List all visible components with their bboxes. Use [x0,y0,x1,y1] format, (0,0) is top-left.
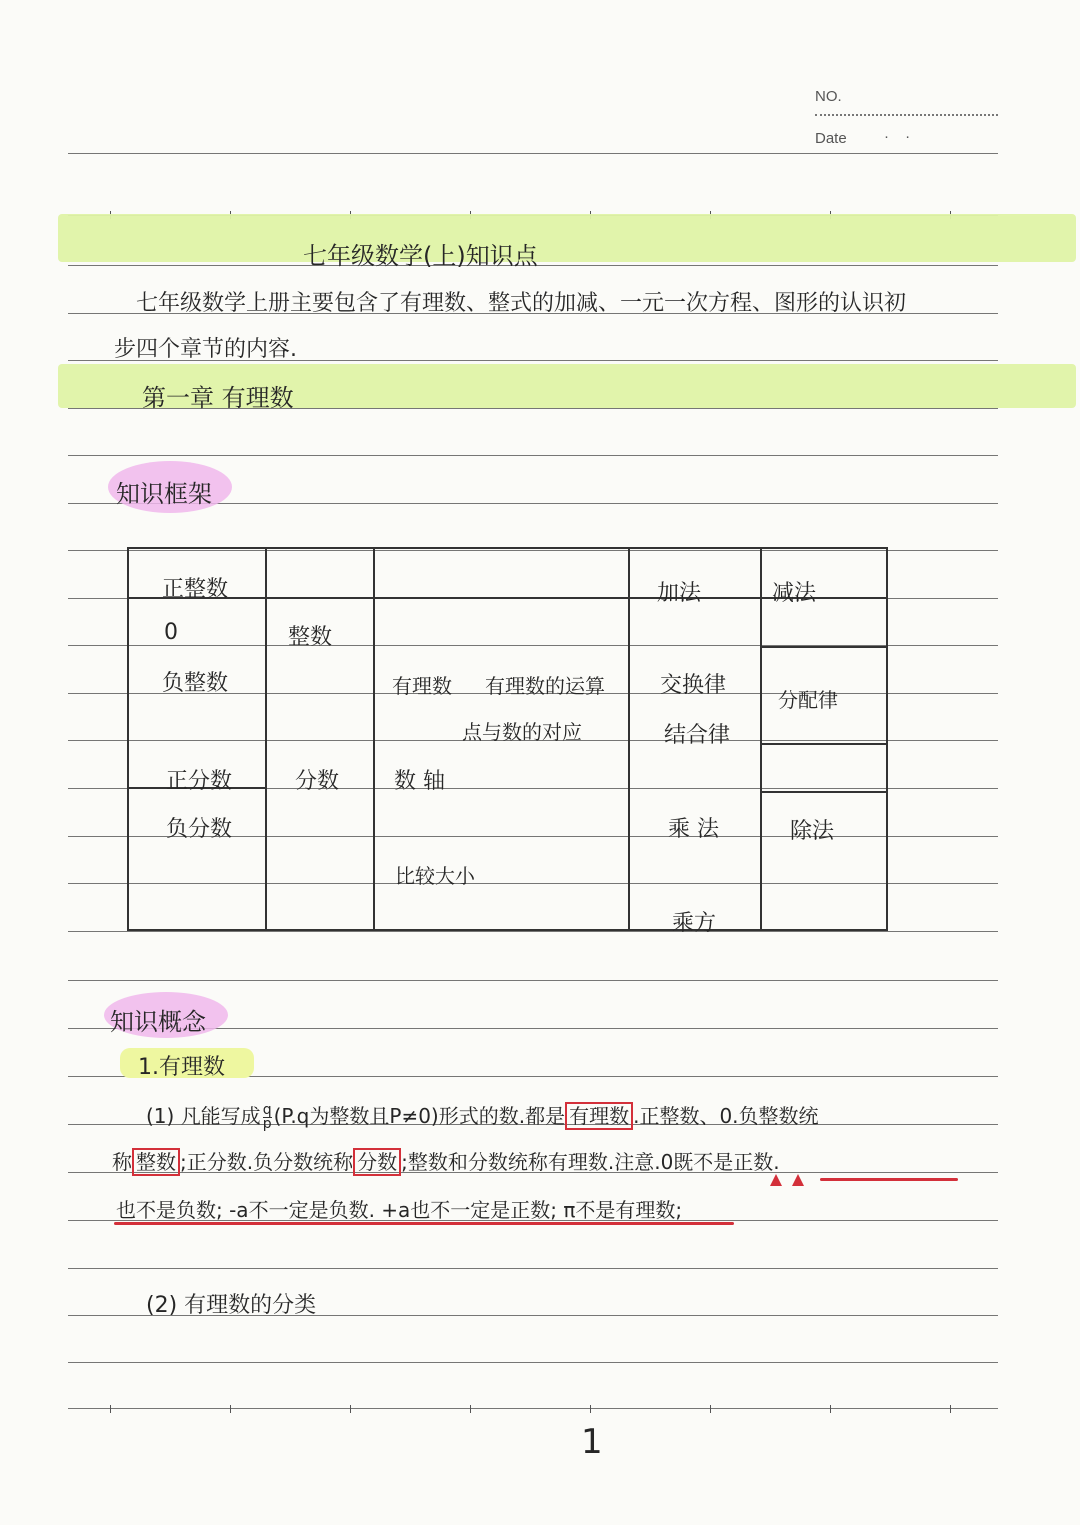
rule-line [68,980,998,981]
date-dots: · · [884,128,917,145]
para-text: (P.q为整数且P≠0)形式的数.都是 [273,1104,566,1128]
cell-addition: 加法 [657,581,702,606]
cell-negative-integer: 负整数 [162,671,229,696]
cell-number-axis: 数 轴 [394,769,445,794]
cell-negative-fraction: 负分数 [166,817,233,842]
rule-line [68,455,998,456]
cell-rational-operations: 有理数的运算 [485,674,605,698]
paragraph-line-3: 也不是负数; -a不一定是负数. +a也不一定是正数; π不是有理数; [116,1198,683,1222]
cell-power: 乘方 [672,911,717,936]
note-emphasis: 0既不是正数. [660,1150,780,1174]
boxed-term-integer: 整数 [132,1148,180,1176]
cell-zero: 0 [164,620,178,645]
cell-positive-fraction: 正分数 [166,769,233,794]
rule-line [68,153,998,154]
intro-line-2: 步四个章节的内容. [114,337,297,362]
cell-distributive-law: 分配律 [778,688,838,712]
intro-line-1: 七年级数学上册主要包含了有理数、整式的加减、一元一次方程、图形的认识初 [136,291,907,316]
cell-subtraction: 减法 [772,581,817,606]
red-underline [820,1178,958,1181]
chapter-heading: 第一章 有理数 [142,384,294,412]
no-label: NO. [815,88,842,105]
cell-associative-law: 结合律 [664,723,731,748]
boxed-term-fraction: 分数 [353,1148,401,1176]
note-label: 注意. [614,1150,661,1174]
subsection-classification: (2) 有理数的分类 [146,1293,317,1318]
boxed-term-rational: 有理数 [565,1102,633,1130]
page-title: 七年级数学(上)知识点 [303,242,538,270]
no-dotline [815,114,998,116]
rule-line [68,931,998,932]
subsection-rational-numbers: 1.有理数 [138,1055,225,1080]
cell-fraction: 分数 [295,769,340,794]
red-triangle-marker [792,1174,804,1186]
paragraph-line-2: 称 整数 ;正分数.负分数统称 分数 ;整数和分数统称有理数.注意.0既不是正数. [112,1150,780,1174]
cell-commutative-law: 交换律 [660,673,727,698]
date-label: Date [815,130,847,147]
cell-positive-integer: 正整数 [162,577,229,602]
red-triangle-marker [770,1174,782,1186]
cell-compare-size: 比较大小 [395,864,475,888]
section-concepts: 知识概念 [110,1008,206,1036]
section-framework: 知识框架 [116,480,212,508]
cell-rational-number: 有理数 [392,674,452,698]
cell-integer: 整数 [288,625,333,650]
cell-point-number-correspondence: 点与数的对应 [462,720,582,744]
cell-division: 除法 [790,819,835,844]
cell-multiplication: 乘 法 [668,817,719,842]
rule-line [68,1362,998,1363]
title-highlight [58,214,1076,262]
rule-line [68,1268,998,1269]
rule-line [68,1408,998,1409]
paragraph-line-1 [146,1100,819,1131]
page-number: 1 [581,1422,603,1462]
para-text: (1) 凡能写成 [146,1104,261,1128]
fraction-q-over-p: $\frac{q}{p}$ [262,1102,272,1132]
red-underline [114,1222,734,1225]
para-text: .正整数、0.负整数统 [633,1104,819,1128]
rule-line [68,883,998,884]
rule-line [68,550,998,551]
